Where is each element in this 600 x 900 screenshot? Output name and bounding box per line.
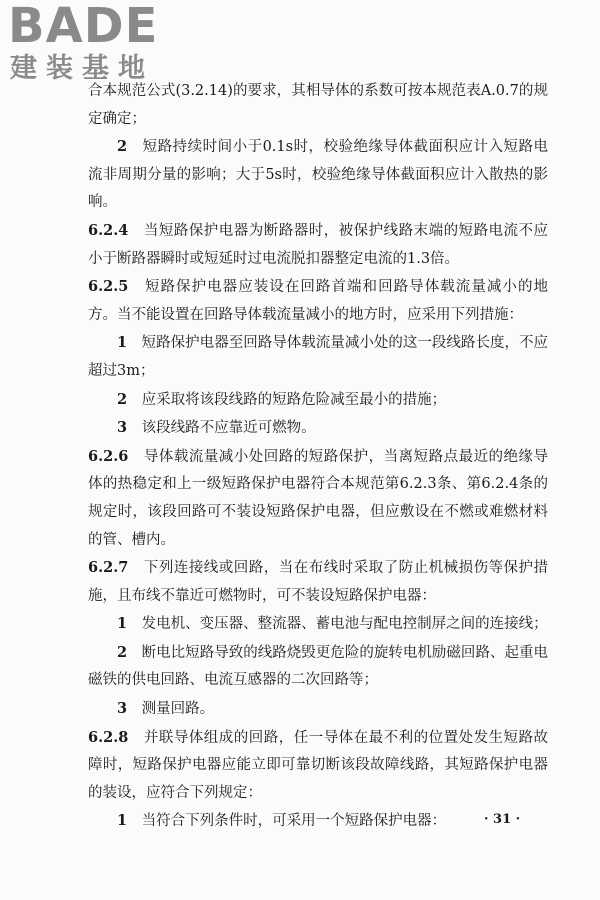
clause — [88, 273, 548, 329]
paragraph — [88, 329, 548, 385]
paragraph — [88, 133, 548, 217]
paragraph-text: 当符合下列条件时，可采用一个短路保护电器： — [141, 813, 447, 830]
paragraph-text: 短路保护电器至回路导体载流量减小处的这一段线路长度，不应超过3m； — [88, 335, 549, 379]
paragraph-text: 发电机、变压器、整流器、蓄电池与配电控制屏之间的连接线； — [141, 616, 548, 633]
clause-number: 6.2.7 — [88, 559, 129, 577]
clause-number: 6.2.5 — [88, 278, 129, 296]
paragraph-text: 短路保护电器应装设在回路首端和回路导体载流量减小的地方。当不能设置在回路导体载流量减小的地方时，应采用下列措施： — [88, 279, 549, 323]
paragraph — [88, 78, 548, 133]
paragraph-text: 并联导体组成的回路，任一导体在最不利的位置处发生短路故障时，短路保护电器应能立即可靠切断该段故障线路，其短路保护电器的装设，应符合下列规定： — [88, 729, 549, 801]
paragraph-text: 测量回路。 — [141, 701, 215, 718]
paragraph-text: 合本规范公式(3.2.14)的要求，其相导体的系数可按本规范表A.0.7的规定确定； — [88, 83, 548, 127]
paragraph-text: 断电比短路导致的线路烧毁更危险的旋转电机励磁回路、起重电磁铁的供电回路、电流互感器的二次回路等； — [88, 644, 549, 689]
paragraph-text: 应采取将该段线路的短路危险减至最小的措施； — [141, 391, 447, 408]
paragraph — [88, 639, 548, 695]
paragraph-text: 导体载流量减小处回路的短路保护，当离短路点最近的绝缘导体的热稳定和上一级短路保护电器符合本规范第6.2.3条、第6.2.4条的规定时，该段回路可不装设短路保护电器，但应敷设在不燃或难燃材料的管、槽内。 — [88, 448, 549, 548]
item-number: 1 — [117, 812, 128, 830]
item-number: 2 — [117, 390, 128, 408]
clause — [88, 554, 548, 610]
paragraph — [88, 695, 548, 724]
clause — [88, 217, 548, 273]
paragraph-text: 下列连接线或回路，当在布线时采取了防止机械损伤等保护措施，且布线不靠近可燃物时，可不装设短路保护电器： — [88, 560, 549, 604]
paragraph — [88, 414, 548, 443]
paragraph — [88, 386, 548, 415]
bade-logo — [8, 0, 178, 88]
logo-subtitle: 建装基地 — [10, 53, 154, 84]
item-number: 2 — [117, 643, 128, 661]
document-body — [88, 78, 548, 836]
page-number: · 31 · — [484, 812, 521, 827]
clause-number: 6.2.6 — [88, 447, 129, 465]
item-number: 1 — [117, 334, 128, 352]
paragraph-text: 当短路保护电器为断路器时，被保护线路末端的短路电流不应小于断路器瞬时或短延时过电流脱扣器整定电流的1.3倍。 — [88, 222, 549, 267]
clause — [88, 724, 548, 808]
item-number: 2 — [117, 138, 128, 156]
item-number: 1 — [117, 615, 128, 633]
logo-wordmark: BADE — [8, 0, 159, 54]
item-number: 3 — [117, 419, 128, 437]
paragraph — [88, 610, 548, 639]
clause — [88, 443, 548, 554]
clause-number: 6.2.8 — [88, 728, 129, 746]
paragraph — [88, 807, 548, 836]
paragraph-text: 短路持续时间小于0.1s时，校验绝缘导体截面积应计入短路电流非周期分量的影响；大于5s时，校验绝缘导体截面积应计入散热的影响。 — [88, 139, 549, 211]
clause-number: 6.2.4 — [88, 221, 129, 239]
item-number: 3 — [117, 700, 128, 718]
paragraph-text: 该段线路不应靠近可燃物。 — [141, 420, 316, 437]
